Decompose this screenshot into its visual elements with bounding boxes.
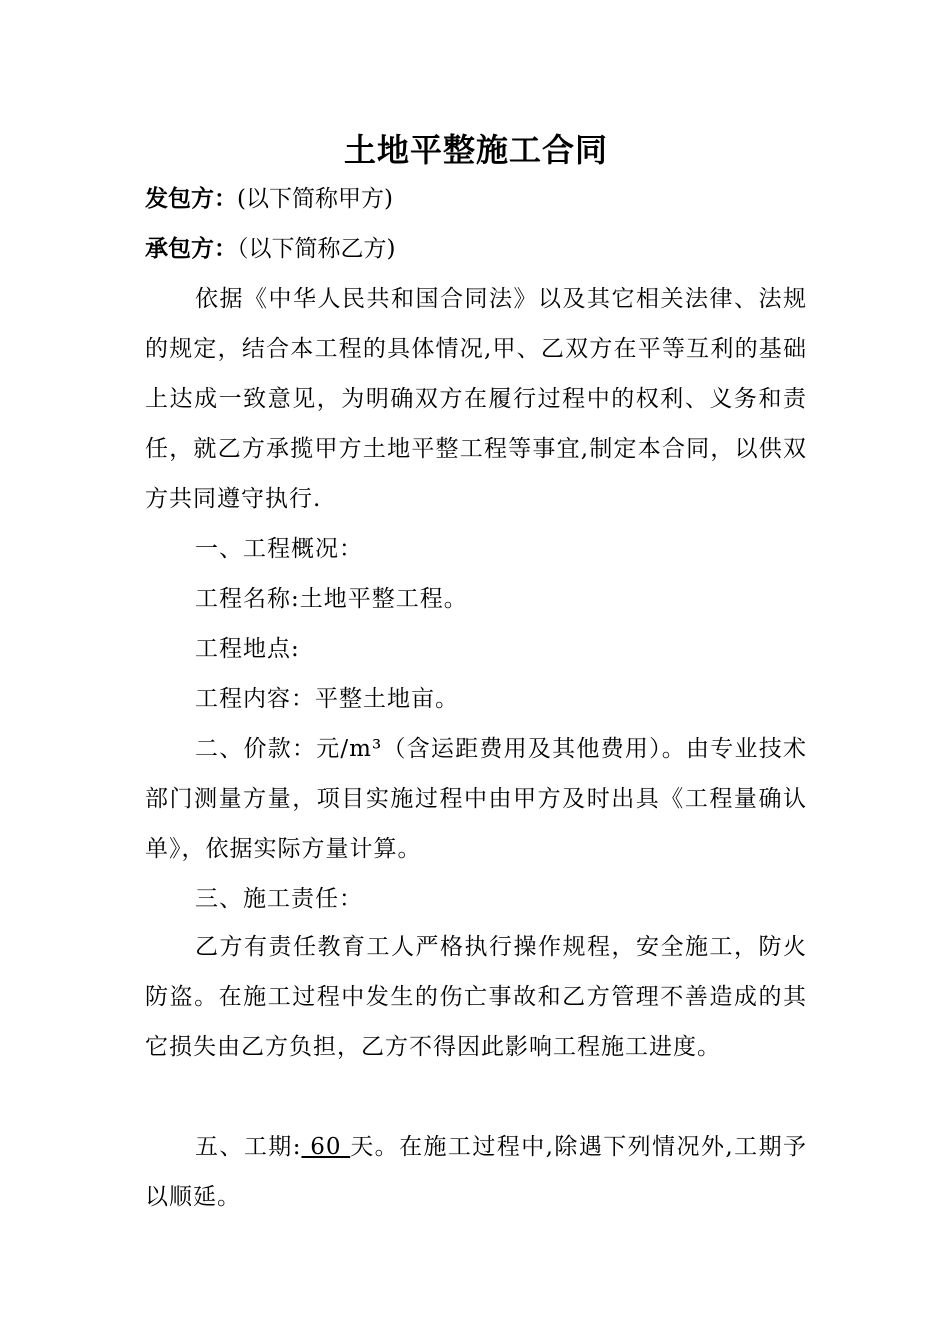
section-3-body: 乙方有责任教育工人严格执行操作规程，安全施工，防火防盗。在施工过程中发生的伤亡事故和乙方管理不善造成的其它损失由乙方负担，乙方不得因此影响工程施工进度。 [145,934,807,1060]
section-2-price: 二、价款：元/m³（含运距费用及其他费用）。由专业技术部门测量方量，项目实施过程中由甲方及时出具《工程量确认单》，依据实际方量计算。 [145,736,807,862]
intro-paragraph: 依据《中华人民共和国合同法》以及其它相关法律、法规的规定，结合本工程的具体情况,甲、乙双方在平等互利的基础上达成一致意见，为明确双方在履行过程中的权利、义务和责任，就乙方承揽甲方土地平整工程等事宜,制定本合同，以供双方共同遵守执行. [145,286,807,512]
section-5-schedule [145,1122,807,1222]
party-b-label: 承包方： [145,235,237,262]
party-a-label: 发包方： [145,185,237,212]
party-a-note: (以下简称甲方) [237,186,393,212]
party-b-note: （以下简称乙方) [237,236,396,262]
contract-title: 土地平整施工合同 [343,131,608,169]
section-5-suffix: 天。在施工过程中,除遇下列情况外,工期予以顺延。 [145,1134,807,1210]
section-1-heading: 一、工程概况： [195,536,363,562]
section-5-days: 60 [301,1134,351,1160]
project-content: 工程内容：平整土地亩。 [195,686,459,712]
project-name: 工程名称:土地平整工程。 [195,586,468,612]
project-location: 工程地点: [195,636,300,662]
section-5-prefix: 五、工期: [195,1134,302,1160]
party-a-line [145,184,393,214]
section-3-heading: 三、施工责任： [195,886,363,912]
party-b-line [145,234,395,264]
